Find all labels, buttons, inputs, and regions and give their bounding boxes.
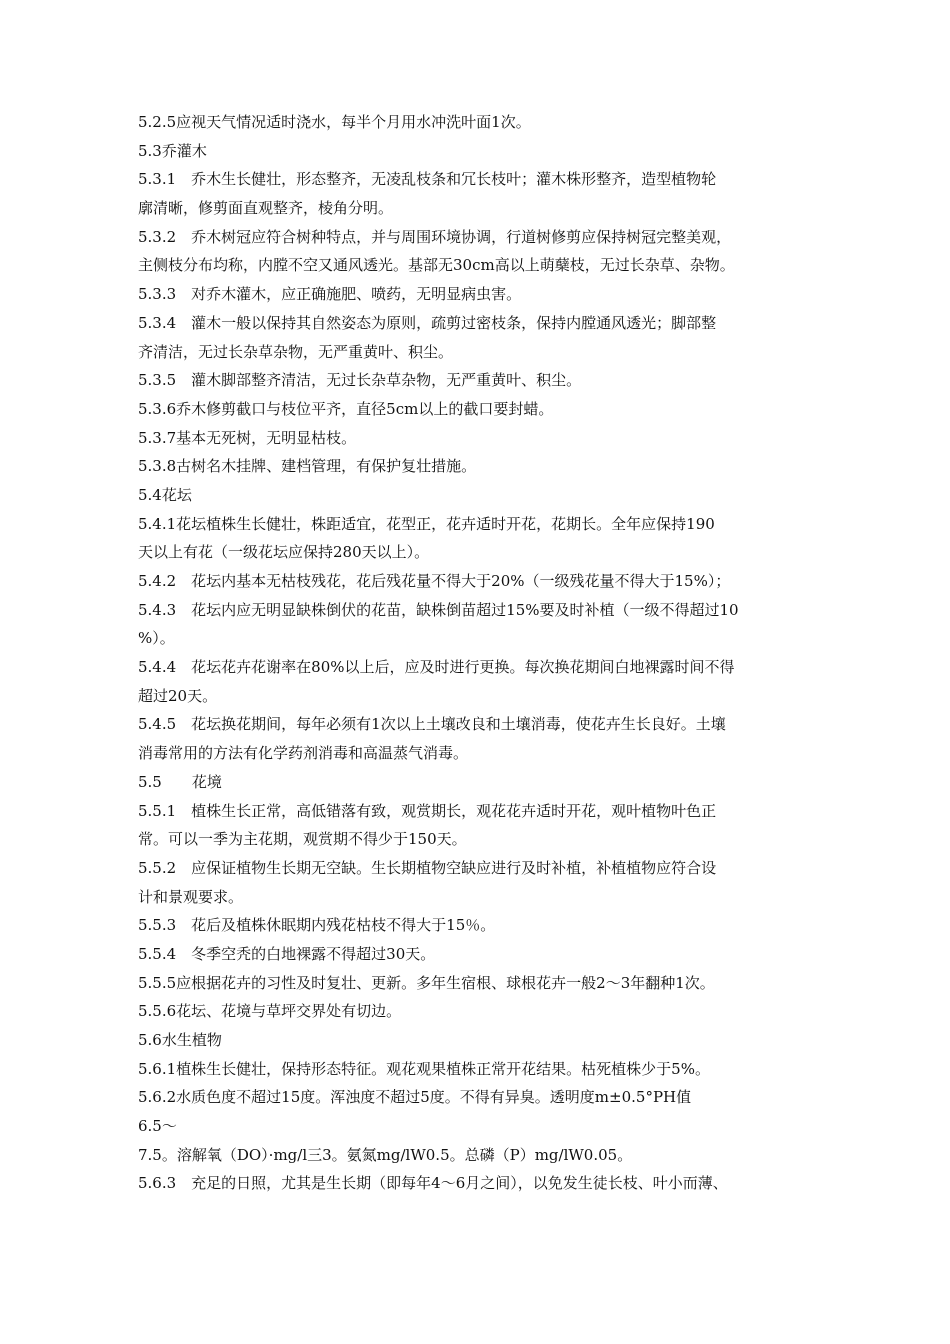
text-line: 5.3.1 乔木生长健壮，形态整齐，无凌乱枝条和冗长枝叶；灌木株形整齐，造型植物轮 — [138, 170, 717, 189]
text-line: 5.5.1 植株生长正常，高低错落有致，观赏期长，观花花卉适时开花，观叶植物叶色正 — [138, 801, 717, 820]
text-line: 5.2.5应视天气情况适时浇水，每半个月用水冲洗叶面1次。 — [138, 113, 531, 131]
text-line: 5.4.1花坛植株生长健壮，株距适宜，花型正，花卉适时开花，花期长。全年应保持190 — [138, 514, 715, 533]
text-line: 5.3.6乔木修剪截口与枝位平齐，直径5cm以上的截口要封蜡。 — [138, 399, 554, 418]
text-line: 天以上有花（一级花坛应保持280天以上）。 — [138, 543, 430, 562]
text-line: 5.4.5 花坛换花期间，每年必须有1次以上土壤改良和土壤消毒，使花卉生长良好。土壤 — [138, 715, 726, 734]
text-line: 6.5〜 — [138, 1117, 177, 1136]
text-line: 5.4.3 花坛内应无明显缺株倒伏的花苗，缺株倒苗超过15%要及时补植（一级不得超过10 — [138, 600, 739, 619]
text-line: 5.5 花境 — [138, 772, 222, 791]
text-line: 消毒常用的方法有化学药剂消毒和高温蒸气消毒。 — [138, 744, 469, 763]
text-line: 5.5.3 花后及植株休眠期内残花枯枝不得大于15％。 — [138, 916, 496, 935]
text-line: 5.3.4 灌木一般以保持其自然姿态为原则，疏剪过密枝条，保持内膛通风透光；脚部整 — [138, 313, 717, 332]
text-line: 5.6水生植物 — [138, 1031, 222, 1049]
text-line: 5.4.2 花坛内基本无枯枝残花，花后残花量不得大于20%（一级残花量不得大于15%）； — [138, 572, 731, 590]
text-line: 计和景观要求。 — [138, 887, 244, 906]
text-line: 常。可以一季为主花期，观赏期不得少于150天。 — [138, 830, 467, 849]
text-line: 5.5.4 冬季空秃的白地裸露不得超过30天。 — [138, 944, 436, 963]
text-line: %）。 — [138, 629, 175, 648]
text-line: 5.6.1植株生长健壮，保持形态特征。观花观果植株正常开花结果。枯死植株少于5%。 — [138, 1059, 710, 1078]
text-line: 5.6.2水质色度不超过15度。浑浊度不超过5度。不得有异臭。透明度m±0.5°PH值 — [138, 1088, 692, 1107]
text-line: 5.3乔灌木 — [138, 141, 207, 160]
text-line: 5.5.6花坛、花境与草坪交界处有切边。 — [138, 1002, 402, 1021]
text-line: 廓清晰，修剪面直观整齐，棱角分明。 — [138, 199, 394, 218]
text-line: 5.3.8古树名木挂牌、建档管理，有保护复壮措施。 — [138, 457, 477, 476]
text-line: 5.3.3 对乔木灌木，应正确施肥、喷药，无明显病虫害。 — [138, 285, 522, 304]
text-line: 5.3.7基本无死树，无明显枯枝。 — [138, 428, 357, 447]
text-line: 齐清洁，无过长杂草杂物，无严重黄叶、积尘。 — [138, 342, 454, 361]
text-line: 超过20天。 — [138, 686, 218, 705]
text-line: 主侧枝分布均称，内膛不空又通风透光。基部无30cm高以上萌蘖枝，无过长杂草、杂物。 — [138, 256, 735, 275]
text-line: 5.5.2 应保证植物生长期无空缺。生长期植物空缺应进行及时补植，补植植物应符合设 — [138, 858, 717, 877]
text-line: 5.3.2 乔木树冠应符合树种特点，并与周围环境协调，行道树修剪应保持树冠完整美观， — [138, 227, 732, 246]
text-line: 7.5。溶解氧（DO）·mg/l三3。氨氮mg/lW0.5。总磷（P）mg/lW0.05。 — [138, 1145, 633, 1164]
text-line: 5.3.5 灌木脚部整齐清洁，无过长杂草杂物，无严重黄叶、积尘。 — [138, 371, 582, 390]
document-body — [138, 108, 818, 1198]
text-line: 5.4花坛 — [138, 485, 192, 504]
text-line: 5.5.5应根据花卉的习性及时复壮、更新。多年生宿根、球根花卉一般2〜3年翻种1次。 — [138, 973, 715, 992]
text-line: 5.6.3 充足的日照，尤其是生长期（即每年4〜6月之间），以免发生徒长枝、叶小而薄、 — [138, 1174, 728, 1193]
text-line: 5.4.4 花坛花卉花谢率在80%以上后，应及时进行更换。每次换花期间白地裸露时间不得 — [138, 658, 735, 677]
